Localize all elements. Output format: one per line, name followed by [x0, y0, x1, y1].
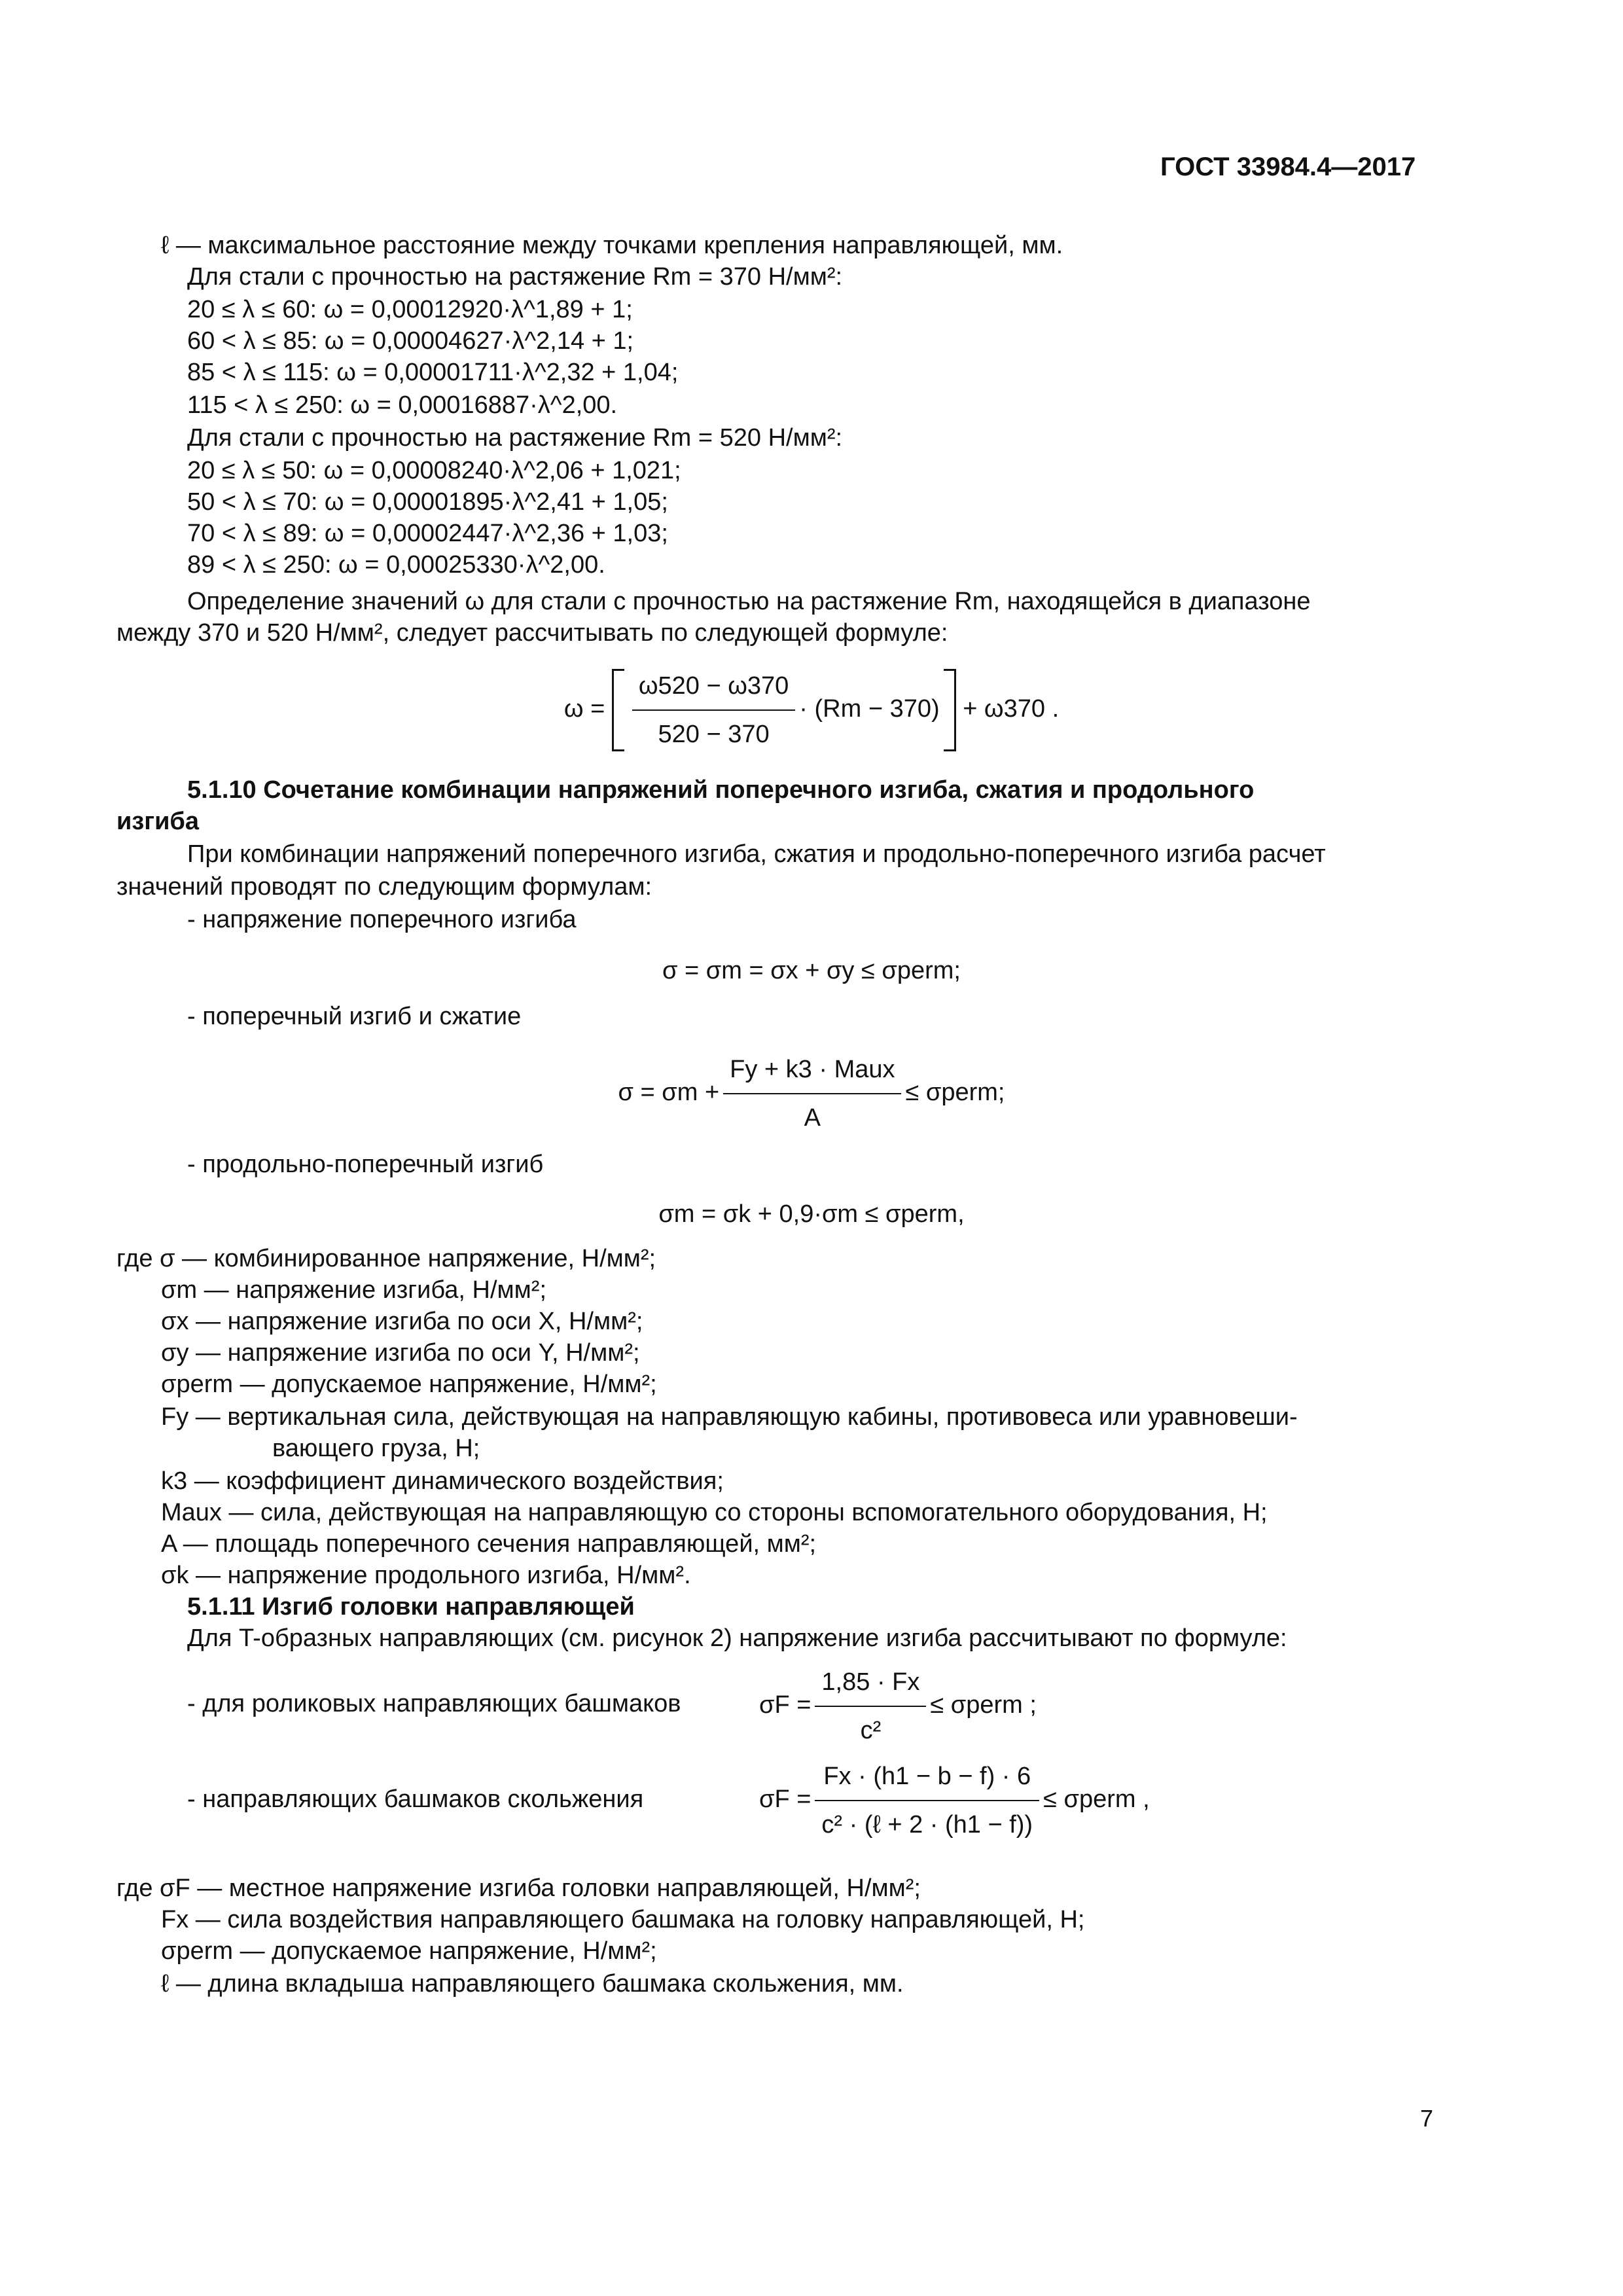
list-item: - для роликовых направляющих башмаков [187, 1690, 681, 1717]
text-line: Для стали с прочностью на растяжение Rm = 370 Н/мм²: [187, 263, 843, 291]
fraction [815, 1757, 1039, 1844]
fraction-denominator: c² [860, 1717, 882, 1744]
text-line: 85 < λ ≤ 115: ω = 0,00001711·λ^2,32 + 1,04; [187, 359, 679, 386]
definition-line: k3 — коэффициент динамического воздействия; [161, 1467, 724, 1495]
list-item: - напряжение поперечного изгиба [187, 906, 577, 933]
fraction-denominator: c² · (ℓ + 2 · (h1 − f)) [821, 1811, 1033, 1839]
right-bracket [944, 669, 956, 751]
definition-line: σperm — допускаемое напряжение, Н/мм²; [161, 1937, 657, 1965]
formula-lhs: σF = [759, 1691, 812, 1719]
text-line: 89 < λ ≤ 250: ω = 0,00025330·λ^2,00. [187, 551, 605, 579]
formula-tail: ≤ σperm , [1043, 1785, 1150, 1814]
text-line: 70 < λ ≤ 89: ω = 0,00002447·λ^2,36 + 1,03; [187, 520, 668, 547]
fraction-numerator: 1,85 · Fx [815, 1662, 926, 1707]
definition-line: A — площадь поперечного сечения направляющей, мм²; [161, 1530, 817, 1558]
text-line: значений проводят по следующим формулам: [116, 873, 652, 901]
fraction [815, 1662, 926, 1750]
definition-line: σk — напряжение продольного изгиба, Н/мм². [161, 1562, 691, 1589]
formula-line: σ = σm = σx + σy ≤ σperm; [662, 957, 961, 984]
section-title: изгиба [116, 808, 200, 835]
text-line: между 370 и 520 Н/мм², следует рассчитывать по следующей формуле: [116, 619, 948, 647]
formula-tail: ≤ σperm ; [930, 1691, 1037, 1719]
formula-combined [0, 1050, 1623, 1138]
formula-lhs: ω = [563, 695, 605, 723]
text-line: 115 < λ ≤ 250: ω = 0,00016887·λ^2,00. [187, 391, 618, 419]
list-item: - направляющих башмаков скольжения [187, 1785, 644, 1813]
formula-roller [759, 1662, 1037, 1750]
standard-header: ГОСТ 33984.4—2017 [1160, 152, 1416, 181]
text-line: Для стали с прочностью на растяжение Rm = 520 Н/мм²: [187, 424, 843, 452]
list-item: - продольно-поперечный изгиб [187, 1151, 544, 1178]
definition-line: Fx — сила воздействия направляющего башмака на головку направляющей, Н; [161, 1906, 1085, 1933]
formula-middle: · (Rm − 370) [799, 695, 940, 723]
text-line: 20 ≤ λ ≤ 60: ω = 0,00012920·λ^1,89 + 1; [187, 296, 633, 323]
definition-line: σy — напряжение изгиба по оси Y, Н/мм²; [161, 1339, 640, 1367]
definition-line: Maux — сила, действующая на направляющую со стороны вспомогательного оборудования, Н; [161, 1499, 1268, 1526]
fraction-denominator: 520 − 370 [658, 721, 770, 748]
text-line: 50 < λ ≤ 70: ω = 0,00001895·λ^2,41 + 1,05; [187, 488, 668, 516]
fraction-numerator: ω520 − ω370 [632, 666, 795, 711]
formula-line: σm = σk + 0,9·σm ≤ σperm, [658, 1200, 965, 1228]
formula-tail: + ω370 . [963, 695, 1060, 723]
text-line: Определение значений ω для стали с прочностью на растяжение Rm, находящейся в диапазоне [187, 588, 1311, 615]
definition-line: где σF — местное напряжение изгиба головки направляющей, Н/мм²; [116, 1874, 921, 1902]
formula-lhs: σF = [759, 1785, 812, 1814]
fraction-denominator: A [804, 1104, 821, 1132]
text-line: Для T-образных направляющих (см. рисунок 2) напряжение изгиба рассчитывают по формуле: [187, 1624, 1287, 1652]
definition-line: Fy — вертикальная сила, действующая на направляющую кабины, противовеса или уравновеши- [161, 1403, 1298, 1431]
formula-omega [0, 666, 1623, 754]
definition-line: σperm — допускаемое напряжение, Н/мм²; [161, 1371, 657, 1398]
definition-line: вающего груза, Н; [272, 1435, 480, 1462]
text-line: ℓ — максимальное расстояние между точками крепления направляющей, мм. [161, 232, 1063, 259]
fraction [723, 1050, 901, 1138]
list-item: - поперечный изгиб и сжатие [187, 1003, 522, 1030]
section-title: 5.1.11 Изгиб головки направляющей [187, 1593, 635, 1621]
fraction-numerator: Fy + k3 · Maux [723, 1050, 901, 1094]
left-bracket [612, 669, 624, 751]
definition-line: σx — напряжение изгиба по оси X, Н/мм²; [161, 1308, 643, 1335]
formula-lhs: σ = σm + [618, 1079, 720, 1107]
definition-line: σm — напряжение изгиба, Н/мм²; [161, 1276, 546, 1304]
definition-line: где σ — комбинированное напряжение, Н/мм²; [116, 1245, 656, 1272]
text-line: 20 ≤ λ ≤ 50: ω = 0,00008240·λ^2,06 + 1,021; [187, 457, 681, 484]
definition-line: ℓ — длина вкладыша направляющего башмака скольжения, мм. [161, 1970, 904, 1998]
formula-tail: ≤ σperm; [905, 1079, 1005, 1107]
text-line: 60 < λ ≤ 85: ω = 0,00004627·λ^2,14 + 1; [187, 327, 634, 355]
fraction [632, 666, 795, 754]
fraction-numerator: Fx · (h1 − b − f) · 6 [815, 1757, 1039, 1801]
formula-sliding [759, 1757, 1150, 1844]
page-number: 7 [1420, 2105, 1434, 2132]
section-title: 5.1.10 Сочетание комбинации напряжений поперечного изгиба, сжатия и продольного [187, 776, 1255, 804]
text-line: При комбинации напряжений поперечного изгиба, сжатия и продольно-поперечного изгиба расчет [187, 840, 1326, 868]
